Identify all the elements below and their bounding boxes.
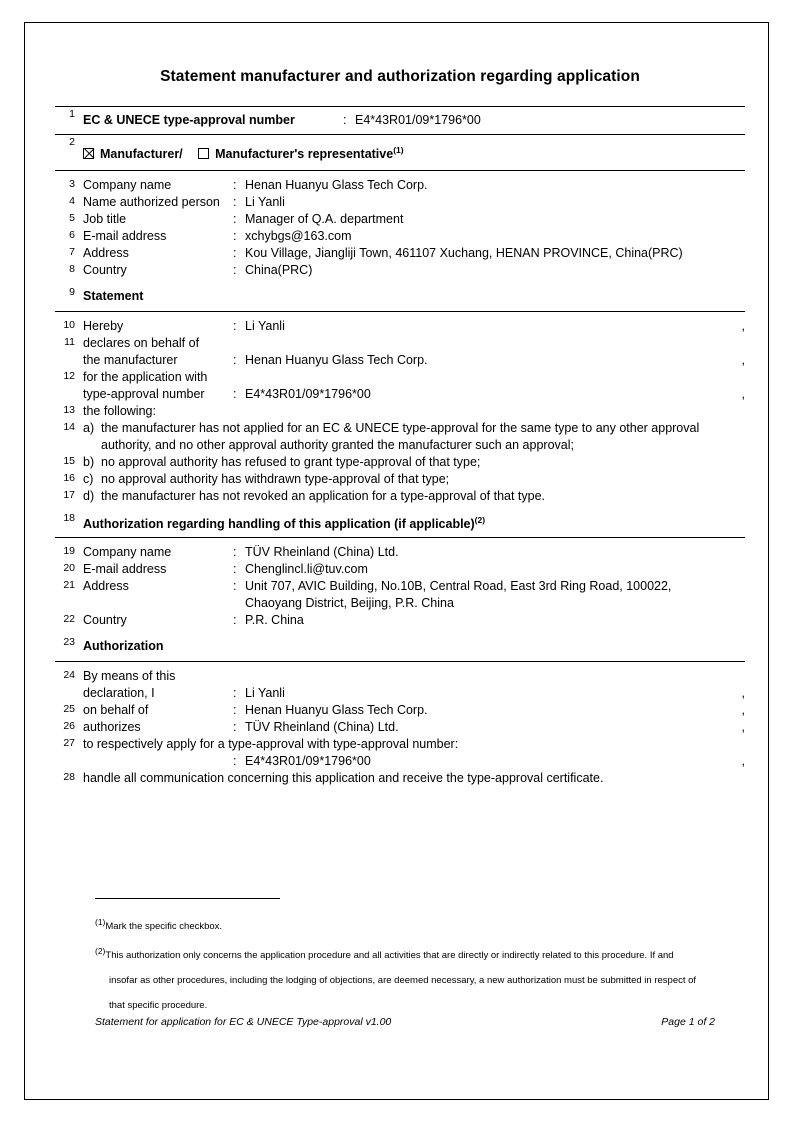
- manufacturer-details: [55, 171, 745, 285]
- footer-right: Page 1 of 2: [661, 1016, 715, 1028]
- line-number: 28: [63, 771, 75, 784]
- table-row: [55, 595, 745, 612]
- footnote-text: insofar as other procedures, including the lodging of objections, are deemed necessary, a new authorization must be submitted in respect of: [109, 975, 697, 987]
- field-value: E4*43R01/09*1796*00: [245, 387, 371, 402]
- following-label: the following:: [83, 404, 156, 419]
- manufacturer-label: Manufacturer/: [100, 147, 183, 162]
- colon: :: [233, 178, 237, 193]
- line-number: 21: [63, 579, 75, 592]
- line-number: 10: [63, 319, 75, 332]
- line-number: 22: [63, 613, 75, 626]
- footnote-item: [95, 968, 715, 993]
- field-value: Unit 707, AVIC Building, No.10B, Central Road, East 3rd Ring Road, 100022,: [245, 579, 672, 594]
- footer-left: Statement for application for EC & UNECE Type-approval v1.00: [95, 1016, 392, 1028]
- line-number: 11: [64, 336, 75, 349]
- table-row: [55, 386, 745, 403]
- field-label: E-mail address: [83, 229, 167, 244]
- colon: :: [233, 562, 237, 577]
- colon: :: [233, 579, 237, 594]
- line-number: 12: [63, 370, 75, 383]
- field-value: Chaoyang District, Beijing, P.R. China: [245, 596, 454, 611]
- table-row: [55, 228, 745, 245]
- authorization-heading: Authorization: [83, 639, 164, 654]
- field-label: Country: [83, 613, 127, 628]
- line-number: 13: [63, 404, 75, 417]
- colon: :: [233, 229, 237, 244]
- footnote-marker: (2): [95, 946, 106, 957]
- line-number: 27: [63, 737, 75, 750]
- line-number: 15: [63, 455, 75, 468]
- footnote-item: [95, 910, 715, 939]
- field-label: declares on behalf of: [83, 336, 200, 351]
- field-value: Li Yanli: [245, 195, 285, 210]
- footnote-text: that specific procedure.: [109, 1000, 208, 1012]
- field-value: Li Yanli: [245, 686, 285, 701]
- footnote-item: [95, 993, 715, 1018]
- list-text: the manufacturer has not revoked an application for a type-approval of that type.: [101, 489, 546, 504]
- line-number: 18: [63, 512, 75, 525]
- list-item: [55, 488, 745, 511]
- table-row: [55, 194, 745, 211]
- field-value: P.R. China: [245, 613, 304, 628]
- table-row: [55, 177, 745, 194]
- line-number: 2: [69, 136, 75, 148]
- footnote-marker-1: (1): [393, 145, 404, 155]
- field-value: Manager of Q.A. department: [245, 212, 404, 227]
- footnote-text: This authorization only concerns the application procedure and all activities that are directly or indirectly related to this procedure. If and: [105, 950, 674, 962]
- line-number: 19: [63, 545, 75, 558]
- line-number: 14: [63, 421, 75, 434]
- field-value: Henan Huanyu Glass Tech Corp.: [245, 178, 428, 193]
- document-content: [55, 50, 745, 787]
- list-item: [55, 454, 745, 471]
- table-row: [55, 352, 745, 369]
- row-type-approval-number: [55, 107, 745, 134]
- list-text: no approval authority has withdrawn type-approval of that type;: [101, 472, 450, 487]
- field-value: TÜV Rheinland (China) Ltd.: [245, 545, 399, 560]
- footnote-item: [95, 939, 715, 968]
- colon: :: [233, 263, 237, 278]
- colon: :: [233, 686, 237, 701]
- trailing-comma: ,: [741, 387, 745, 402]
- list-marker: b): [83, 455, 95, 470]
- field-label: the manufacturer: [83, 353, 178, 368]
- colon: :: [233, 212, 237, 227]
- table-row: [55, 245, 745, 262]
- field-label: Company name: [83, 545, 172, 560]
- field-label: Job title: [83, 212, 127, 227]
- table-row: [55, 578, 745, 595]
- line-number: 26: [63, 720, 75, 733]
- trailing-comma: ,: [741, 319, 745, 334]
- field-label: Address: [83, 579, 129, 594]
- line-number: 24: [63, 669, 75, 682]
- representative-checkbox[interactable]: [198, 148, 209, 159]
- line-number: 3: [69, 178, 75, 191]
- apply-text: to respectively apply for a type-approval with type-approval number:: [83, 737, 459, 752]
- statement-heading-row: [55, 285, 745, 311]
- apply-row: [55, 736, 745, 770]
- line-number: 9: [69, 286, 75, 299]
- field-value: Chenglincl.li@tuv.com: [245, 562, 368, 577]
- footnote-divider: [95, 898, 280, 899]
- footnote-text: Mark the specific checkbox.: [105, 921, 223, 933]
- field-label: authorizes: [83, 720, 141, 735]
- list-text: the manufacturer has not applied for an EC & UNECE type-approval for the same type to any other approval: [101, 421, 700, 436]
- trailing-comma: ,: [741, 703, 745, 718]
- representative-label: Manufacturer's representative: [215, 147, 394, 162]
- apply-value: E4*43R01/09*1796*00: [245, 754, 371, 769]
- page-title: Statement manufacturer and authorization regarding application: [160, 68, 640, 85]
- authorization-body: [55, 662, 745, 787]
- table-row: [55, 369, 745, 386]
- type-approval-number-value: E4*43R01/09*1796*00: [355, 113, 481, 127]
- table-row: [55, 211, 745, 228]
- field-value: Li Yanli: [245, 319, 285, 334]
- table-row: [55, 318, 745, 335]
- field-value: xchybgs@163.com: [245, 229, 352, 244]
- colon: :: [233, 319, 237, 334]
- trailing-comma: ,: [741, 754, 745, 769]
- field-label: E-mail address: [83, 562, 167, 577]
- table-row: [55, 544, 745, 561]
- following-row: [55, 403, 745, 420]
- list-marker: d): [83, 489, 95, 504]
- type-approval-number-label: EC & UNECE type-approval number: [83, 113, 295, 127]
- field-label: Address: [83, 246, 129, 261]
- colon: :: [233, 246, 237, 261]
- handle-row: [55, 770, 745, 787]
- manufacturer-checkbox[interactable]: [83, 148, 94, 159]
- line-number: 7: [69, 246, 75, 259]
- colon: :: [233, 703, 237, 718]
- authorization-handling-heading: Authorization regarding handling of this application (if applicable): [83, 517, 475, 532]
- line-number: 8: [69, 263, 75, 276]
- field-label: type-approval number: [83, 387, 205, 402]
- colon: :: [233, 720, 237, 735]
- list-text: no approval authority has refused to grant type-approval of that type;: [101, 455, 481, 470]
- list-marker: a): [83, 421, 95, 436]
- line-number: 20: [63, 562, 75, 575]
- trailing-comma: ,: [741, 720, 745, 735]
- colon: :: [343, 113, 347, 127]
- footnotes: [95, 910, 715, 1018]
- table-row: [55, 719, 745, 736]
- table-row: [55, 685, 745, 702]
- field-value: China(PRC): [245, 263, 313, 278]
- list-marker: c): [83, 472, 94, 487]
- field-value: Henan Huanyu Glass Tech Corp.: [245, 353, 428, 368]
- trailing-comma: ,: [741, 353, 745, 368]
- field-label: declaration, I: [83, 686, 155, 701]
- field-label: for the application with: [83, 370, 208, 385]
- line-number: 4: [69, 195, 75, 208]
- colon: :: [233, 387, 237, 402]
- authorization-handling-heading-row: [55, 511, 745, 537]
- field-label: Company name: [83, 178, 172, 193]
- row-manufacturer-selection: [55, 135, 745, 170]
- table-row: [55, 668, 745, 685]
- line-number: 16: [63, 472, 75, 485]
- line-number: 25: [63, 703, 75, 716]
- line-number: 1: [69, 108, 75, 120]
- page-footer: [95, 1016, 715, 1028]
- trailing-comma: ,: [741, 686, 745, 701]
- list-item: [55, 420, 745, 454]
- line-number: 17: [63, 489, 75, 502]
- colon: :: [233, 195, 237, 210]
- line-number: 23: [63, 636, 75, 649]
- statement-body: [55, 312, 745, 511]
- table-row: [55, 612, 745, 629]
- authorization-heading-row: [55, 635, 745, 661]
- line-number: 6: [69, 229, 75, 242]
- footnote-marker-2: (2): [474, 515, 486, 526]
- table-row: [55, 335, 745, 352]
- table-row: [55, 262, 745, 279]
- table-row: [55, 702, 745, 719]
- colon: :: [233, 353, 237, 368]
- field-label: on behalf of: [83, 703, 149, 718]
- handle-text: handle all communication concerning this application and receive the type-approval certificate.: [83, 771, 604, 786]
- field-label: Hereby: [83, 319, 124, 334]
- table-row: [55, 561, 745, 578]
- authorization-handling-details: [55, 538, 745, 635]
- field-label: By means of this: [83, 669, 176, 684]
- field-label: Country: [83, 263, 127, 278]
- list-text-continued: authority, and no other approval authority granted the manufacturer such an approval;: [101, 438, 574, 453]
- field-value: Kou Village, Jiangliji Town, 461107 Xuchang, HENAN PROVINCE, China(PRC): [245, 246, 683, 261]
- statement-heading: Statement: [83, 289, 144, 304]
- line-number: 5: [69, 212, 75, 225]
- footnote-marker: (1): [95, 917, 106, 927]
- list-item: [55, 471, 745, 488]
- colon: :: [233, 613, 237, 628]
- field-label: Name authorized person: [83, 195, 220, 210]
- field-value: TÜV Rheinland (China) Ltd.: [245, 720, 399, 735]
- field-value: Henan Huanyu Glass Tech Corp.: [245, 703, 428, 718]
- colon: :: [233, 754, 237, 769]
- colon: :: [233, 545, 237, 560]
